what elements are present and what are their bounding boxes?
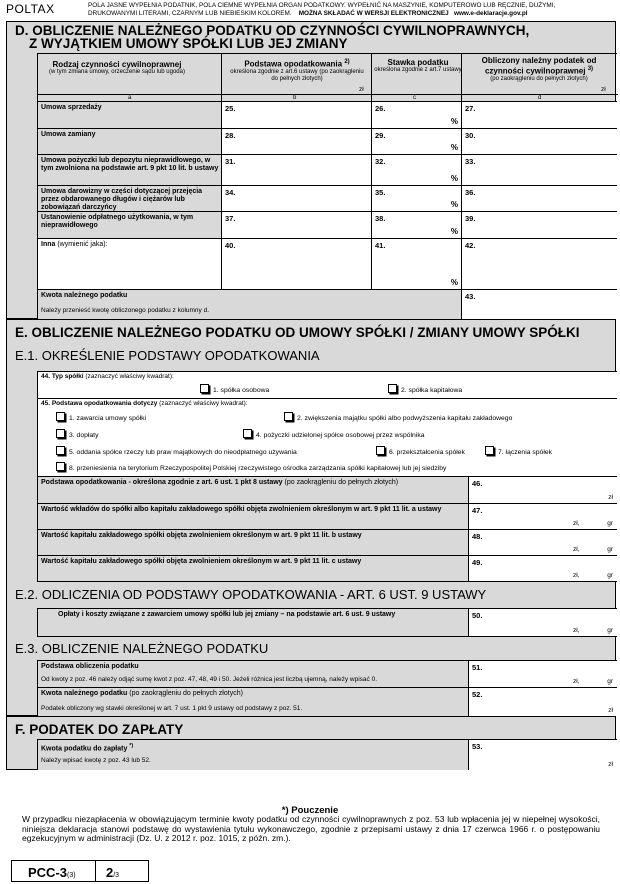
field-50-row: Opłaty i koszty związane z zawarciem umowy spółki lub jej zmiany – na podstawie art. 6 ust. 9 ustawy 50. zł, gr — [37, 608, 617, 637]
option-45-5[interactable]: 5. oddania spółce rzeczy lub praw majątkowych do nieodpłatnego używania — [56, 446, 297, 456]
checkbox-45-8[interactable] — [56, 462, 65, 471]
option-45-6[interactable]: 6. przekształcenia spółek — [376, 446, 465, 456]
field-46-row: Podstawa opodatkowania - określona zgodnie z art. 6 ust. 1 pkt 8 ustawy (po zaokrągleniu do pełnych złotych) 46. zł — [37, 476, 617, 503]
cell-c[interactable]: 41. % — [371, 239, 461, 289]
option-spolka-kapitalowa[interactable]: 2. spółka kapitałowa — [388, 384, 462, 394]
instruction-title: *) Pouczenie — [281, 805, 339, 816]
cell-b[interactable]: 34. — [221, 186, 371, 211]
cell-c[interactable]: 38. % — [371, 212, 461, 238]
cell-d[interactable]: 39. — [461, 212, 618, 238]
option-spolka-osobowa[interactable]: 1. spółka osobowa — [200, 384, 269, 394]
cell-d[interactable]: 42. — [461, 239, 618, 289]
option-45-4[interactable]: 4. pożyczki udzielonej spółce osobowej przez wspólnika — [243, 429, 425, 439]
cell-d[interactable]: 36. — [461, 186, 618, 211]
section-f-title: F. PODATEK DO ZAPŁATY — [15, 722, 184, 737]
checkbox-44-1[interactable] — [200, 384, 209, 393]
cell-b[interactable]: 28. — [221, 129, 371, 154]
row-label: Umowa darowizny w części dotyczącej przejęcia przez obdarowanego długów i ciężarów lub zobowiązań darczyńcy — [41, 188, 203, 211]
form-version: (3) — [67, 872, 76, 879]
e1-title: E.1. OKREŚLENIE PODSTAWY OPODATKOWANIA — [15, 348, 320, 363]
table-row — [37, 185, 617, 211]
checkbox-45-2[interactable] — [284, 412, 293, 421]
page-number: 2 — [106, 865, 114, 880]
col-head-d: Obliczony należny podatek od czynności cywilnoprawnej $^{3)}$ (po zaokrągleniu do pełnych złotych) — [481, 56, 597, 82]
e2-title: E.2. ODLICZENIA OD PODSTAWY OPODATKOWANIA - ART. 6 UST. 9 USTAWY — [15, 587, 487, 602]
row-label: Umowa pożyczki lub depozytu nieprawidłowego, w tym zwolniona na podstawie art. 9 pkt 10 lit. b ustawy — [41, 157, 219, 172]
header-note — [88, 2, 616, 17]
field-47[interactable]: 47. zł, gr — [468, 504, 618, 529]
field-48[interactable]: 48. zł, gr — [468, 530, 618, 555]
section-d — [6, 21, 616, 319]
checkbox-45-1[interactable] — [56, 412, 65, 421]
cell-b[interactable]: 40. — [221, 239, 371, 289]
cell-d[interactable]: 33. — [461, 155, 618, 185]
field-49[interactable]: 49. zł, gr — [468, 556, 618, 581]
field-51[interactable]: 51. zł, gr — [468, 661, 618, 687]
option-45-7[interactable]: 7. łączenia spółek — [485, 446, 552, 456]
form-code: PCC-3 — [28, 865, 68, 880]
cell-c[interactable]: 26. % — [371, 102, 461, 128]
field-52[interactable]: 52. zł — [468, 688, 618, 716]
col-head-b-unit: zł — [359, 86, 364, 93]
checkbox-44-2[interactable] — [388, 384, 397, 393]
field-53[interactable]: 53. zł — [468, 740, 618, 770]
cell-b[interactable]: 25. — [221, 102, 371, 128]
checkbox-45-5[interactable] — [56, 446, 65, 455]
field-53-row: Kwota podatku do zapłaty *) Należy wpisać kwotę z poz. 43 lub 52. 53. zł — [37, 739, 617, 770]
field-43[interactable]: 43. — [461, 290, 618, 319]
cell-c[interactable]: 32. % — [371, 155, 461, 185]
table-row-total: Kwota należnego podatku Należy przenieść kwotę obliczonego podatku z kolumny d. 43. — [37, 289, 617, 319]
field-48-row: Wartość kapitału zakładowego spółki objęta zwolnieniem określonym w art. 9 pkt 11 lit. b ustawy 48. zł, gr — [37, 529, 617, 555]
option-45-1[interactable]: 1. zawarcia umowy spółki — [56, 412, 146, 422]
checkbox-45-6[interactable] — [376, 446, 385, 455]
field-50[interactable]: 50. zł, gr — [468, 609, 618, 636]
field-44: 44. Typ spółki (zaznaczyć właściwy kwadrat): 1. spółka osobowa 2. spółka kapitałowa — [37, 371, 617, 398]
table-row — [37, 101, 617, 128]
field-47-row: Wartość wkładów do spółki albo kapitału zakładowego spółki objęta zwolnieniem określonym w art. 9 pkt 11 lit. a ustawy 47. zł, gr — [37, 503, 617, 529]
table-row — [37, 154, 617, 185]
row-label: Umowa sprzedaży — [41, 104, 102, 111]
header-note-line2: DRUKOWANYMI LITERAMI, CZARNYM LUB NIEBIESKIM KOLOREM. MOŻNA SKŁADAĆ W WERSJI ELEKTRONICZNEJ www.e-deklaracje.gov.pl — [88, 9, 528, 17]
table-row-other — [37, 238, 617, 289]
header-note-line1: POLA JASNE WYPEŁNIA PODATNIK, POLA CIEMNE WYPEŁNIA ORGAN PODATKOWY. WYPEŁNIĆ NA MASZYNIE, KOMPUTEROWO LUB RĘCZNIE, DUŻYMI, — [88, 2, 556, 9]
row-label: Umowa zamiany — [41, 131, 96, 138]
option-45-8[interactable]: 8. przeniesienia na terytorium Rzeczypospolitej Polskiej rzeczywistego ośrodka zarządzania spółki kapitałowej lub jej siedziby — [56, 462, 446, 472]
page-total: /3 — [113, 872, 120, 879]
instruction-text: W przypadku niezapłacenia w obowiązującym terminie kwoty podatku od czynności cywilnoprawnych z poz. 53 lub wpłacenia jej w niepełnej wysokości, niniejsza deklaracja stanowi podstawę do wystawienia tytułu wykonawczego, zgodnie z przepisami ustawy z dnia 17 czerwca 1966 r. o postępowaniu egzekucyjnym w administracji (Dz. U. z 2012 r. poz. 1015, z późn. zm.). — [22, 814, 600, 843]
field-52-row: Kwota należnego podatku (po zaokrągleniu do pełnych złotych) Podatek obliczony wg stawki określonej w art. 7 ust. 1 pkt 9 ustawy od podstawy z poz. 51. 52. zł — [37, 687, 617, 716]
brand-label: POLTAX — [6, 2, 55, 16]
cell-d[interactable]: 30. — [461, 129, 618, 154]
other-description-field[interactable]: Inna (wymienić jaka): — [38, 239, 221, 289]
e3-title: E.3. OBLICZENIE NALEŻNEGO PODATKU — [15, 641, 269, 656]
col-head-c: Stawka podatku określona zgodnie z art.7 ustawy — [374, 58, 462, 73]
cell-d[interactable]: 27. — [461, 102, 618, 128]
checkbox-45-3[interactable] — [56, 429, 65, 438]
section-e-title: E. OBLICZENIE NALEŻNEGO PODATKU OD UMOWY SPÓŁKI / ZMIANY UMOWY SPÓŁKI — [15, 325, 580, 340]
col-head-d-unit: zł — [601, 86, 606, 93]
section-e — [6, 319, 616, 716]
option-45-2[interactable]: 2. zwiększenia majątku spółki albo podwyższenia kapitału zakładowego — [284, 412, 512, 422]
field-45: 45. Podstawa opodatkowania dotyczy (zaznaczyć właściwy kwadrat): 1. zawarcia umowy spółki 2. zwiększenia majątku spółki albo podwyższenia kapitału zakładowego 3. dopłaty 4. pożyczki udzielonej spółce osobowej przez wspólnika 5. oddania spółce rzeczy lub praw majątkowych do nieodpłatnego używania 6. przekształcenia spółek 7. łączenia spółek 8. przeniesienia na terytorium Rzeczypospolitej Polskiej rzeczywistego ośrodka zarządzania spółki kapitałowej lub jej siedziby — [37, 398, 617, 476]
col-head-b: Podstawa opodatkowania $^{2)}$ określona zgodnie z art.6 ustawy (po zaokrągleniu do pełnych złotych) — [230, 59, 364, 82]
table-row — [37, 211, 617, 238]
letter-row: a b c d — [38, 94, 618, 102]
field-46[interactable]: 46. zł — [468, 477, 618, 503]
option-45-3[interactable]: 3. dopłaty — [56, 429, 98, 439]
col-head-a: Rodzaj czynności cywilnoprawnej (w tym zmiana umowy, orzeczenie sądu lub ugoda) — [49, 60, 185, 75]
table-row — [37, 128, 617, 154]
section-d-title: D. OBLICZENIE NALEŻNEGO PODATKU OD CZYNNOŚCI CYWILNOPRAWNYCH, Z WYJĄTKIEM UMOWY SPÓŁKI LUB JEJ ZMIANY — [15, 23, 530, 51]
checkbox-45-7[interactable] — [485, 446, 494, 455]
row-label: Ustanowienie odpłatnego użytkowania, w tym nieprawidłowego — [41, 214, 194, 229]
form-code-box — [11, 860, 149, 882]
field-49-row: Wartość kapitału zakładowego spółki objęta zwolnieniem określonym w art. 9 pkt 11 lit. c ustawy 49. zł, gr — [37, 555, 617, 582]
field-51-row: Podstawa obliczenia podatku Od kwoty z poz. 46 należy odjąć sumę kwot z poz. 47, 48, 49 i 50. Jeżeli różnica jest liczbą ujemną, należy wpisać 0. 51. zł, gr — [37, 660, 617, 687]
cell-c[interactable]: 35. % — [371, 186, 461, 211]
cell-c[interactable]: 29. % — [371, 129, 461, 154]
section-f — [6, 716, 616, 770]
cell-b[interactable]: 31. — [221, 155, 371, 185]
cell-b[interactable]: 37. — [221, 212, 371, 238]
checkbox-45-4[interactable] — [243, 429, 252, 438]
